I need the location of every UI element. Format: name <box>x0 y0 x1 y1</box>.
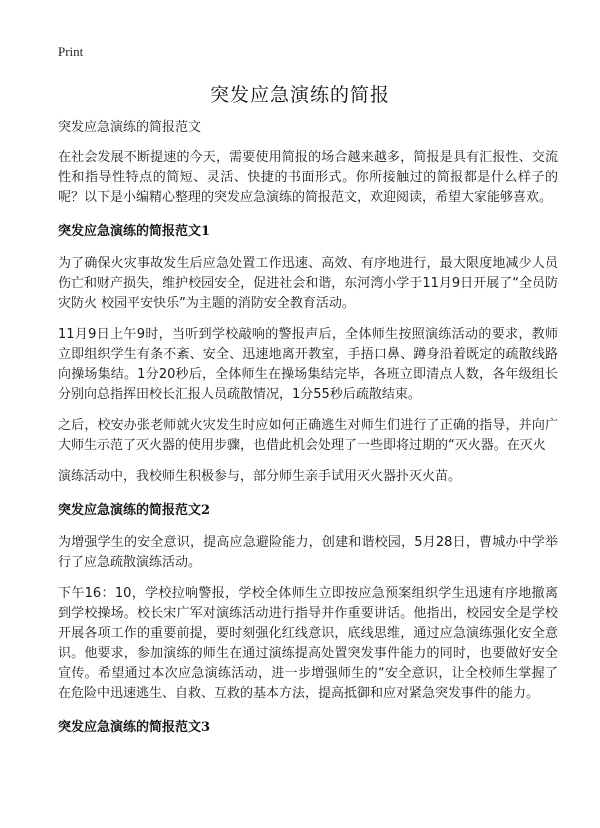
section-heading-3: 突发应急演练的简报范文3 <box>58 720 211 735</box>
section-heading-2: 突发应急演练的简报范文2 <box>58 503 211 518</box>
section-1-paragraph-1: 为了确保火灾事故发生后应急处置工作迅速、高效、有序地进行，最大限度地减少人员伤亡和财产损失，维护校园安全，促进社会和谐，东河湾小学于11月9日开展了“全员防灾防火 校园平安快乐”为主题的消防安全教育活动。 <box>58 256 558 311</box>
section-1-paragraph-4: 演练活动中，我校师生积极参与，部分师生亲手试用灭火器扑灭火苗。 <box>58 469 462 484</box>
section-1-paragraph-3: 之后，校安办张老师就火灾发生时应如何正确逃生对师生们进行了正确的指导，并向广大师生示范了灭火器的使用步骤，也借此机会处理了一些即将过期的“灭火器。在灭火 <box>58 418 558 453</box>
section-2-paragraph-2: 下午16：10，学校拉响警报，学校全体师生立即按应急预案组织学生迅速有序地撤离到学校操场。校长宋广军对演练活动进行指导并作重要讲话。他指出，校园安全是学校开展各项工作的重要前提，要时刻强化红线意识，底线思维，通过应急演练强化安全意识。他要求，参加演练的师生在通过演练提高处置突发事件能力的同时，也要做好安全宣传。希望通过本次应急演练活动，进一步增强师生的“安全意识，让全校师生掌握了在危险中迅速逃生、自救、互救的基本方法，提高抵御和应对紧急突发事件的能力。 <box>58 586 558 701</box>
section-heading-1: 突发应急演练的简报范文1 <box>58 224 211 239</box>
section-1-paragraph-2: 11月9日上午9时，当听到学校敲响的警报声后，全体师生按照演练活动的要求，教师立即组织学生有条不紊、安全、迅速地离开教室，手捂口鼻、蹲身沿着既定的疏散线路向操场集结。1分20秒后，全体师生在操场集结完毕，各班立即清点人数，各年级组长分别向总指挥田校长汇报人员疏散情况，1分55秒后疏散结束。 <box>58 327 558 402</box>
intro-paragraph: 在社会发展不断提速的今天，需要使用简报的场合越来越多，简报是具有汇报性、交流性和指导性特点的简短、灵活、快捷的书面形式。你所接触过的简报都是什么样子的呢？以下是小编精心整理的突发应急演练的简报范文，欢迎阅读，希望大家能够喜欢。 <box>58 150 558 205</box>
print-link[interactable]: Print <box>58 44 84 59</box>
document-subtitle: 突发应急演练的简报范文 <box>58 120 202 135</box>
document-body <box>58 118 558 750</box>
page-title: 突发应急演练的简报 <box>209 84 390 106</box>
section-2-paragraph-1: 为增强学生的安全意识，提高应急避险能力，创建和谐校园，5月28日，曹城办中学举行了应急疏散演练活动。 <box>58 535 558 570</box>
